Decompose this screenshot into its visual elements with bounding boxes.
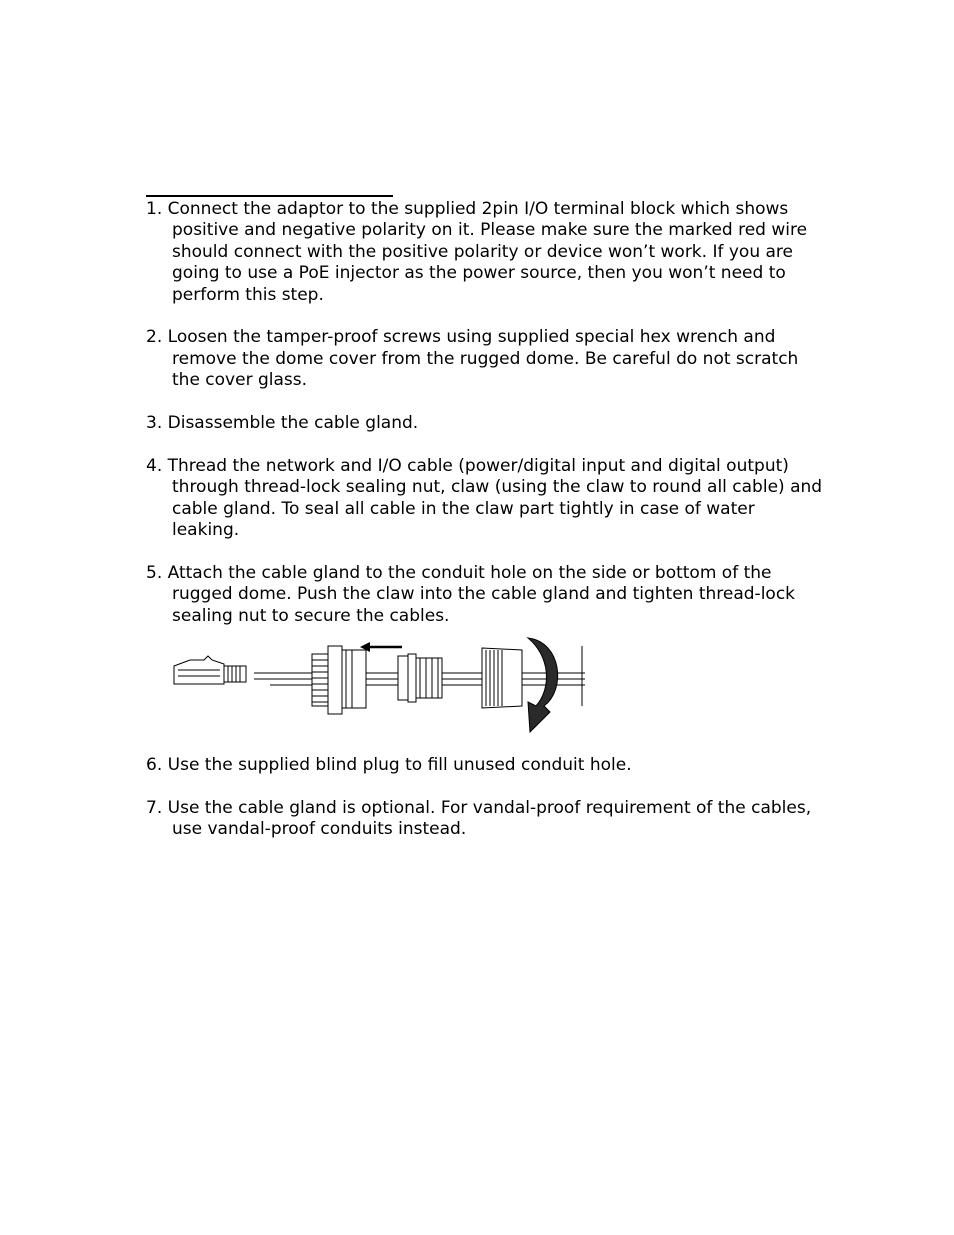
step-7 xyxy=(146,798,826,841)
step-text: Attach the cable gland to the conduit hole on the side or bottom of the rugged dome. Push the claw into the cable gland and tighten thread-lock sealing nut to secure the cables. xyxy=(167,562,796,626)
step-number: 1. xyxy=(146,199,163,219)
step-4 xyxy=(146,456,826,542)
sealing-nut-icon xyxy=(482,648,522,708)
step-number: 7. xyxy=(146,797,163,818)
step-text: Connect the adaptor to the supplied 2pin I/O terminal block which shows positive and negative polarity on it. Please make sure the marked red wire should connect with the positive polarity or device won’t work. If you are going to use a PoE injector as the power source, then you won’t need to perform this step. xyxy=(167,199,808,305)
step-6 xyxy=(146,755,826,776)
step-number: 5. xyxy=(146,562,163,583)
claw-icon xyxy=(398,654,442,702)
section-heading-underline xyxy=(146,195,393,197)
step-3 xyxy=(146,413,826,434)
rj45-plug-icon xyxy=(174,656,246,684)
step-1 xyxy=(146,199,826,306)
step-number: 6. xyxy=(146,755,163,776)
step-2 xyxy=(146,327,826,391)
gland-body-icon xyxy=(312,646,366,714)
step-5 xyxy=(146,563,826,627)
step-number: 2. xyxy=(146,327,163,348)
installation-steps xyxy=(146,199,826,862)
step-number: 4. xyxy=(146,455,163,476)
step-text: Loosen the tamper-proof screws using supplied special hex wrench and remove the dome cover from the rugged dome. Be careful do not scratch the cover glass. xyxy=(167,327,799,391)
step-text: Thread the network and I/O cable (power/digital input and digital output) through thread-lock sealing nut, claw (using the claw to round all cable) and cable gland. To seal all cable in the claw part tightly in case of water leaking. xyxy=(167,455,823,541)
step-number: 3. xyxy=(146,413,163,434)
step-text: Disassemble the cable gland. xyxy=(167,413,419,434)
step-text: Use the supplied blind plug to fill unused conduit hole. xyxy=(167,755,632,776)
step-text: Use the cable gland is optional. For vandal-proof requirement of the cables, use vandal-proof conduits instead. xyxy=(167,797,812,840)
cable-gland-assembly-illustration xyxy=(170,636,595,736)
